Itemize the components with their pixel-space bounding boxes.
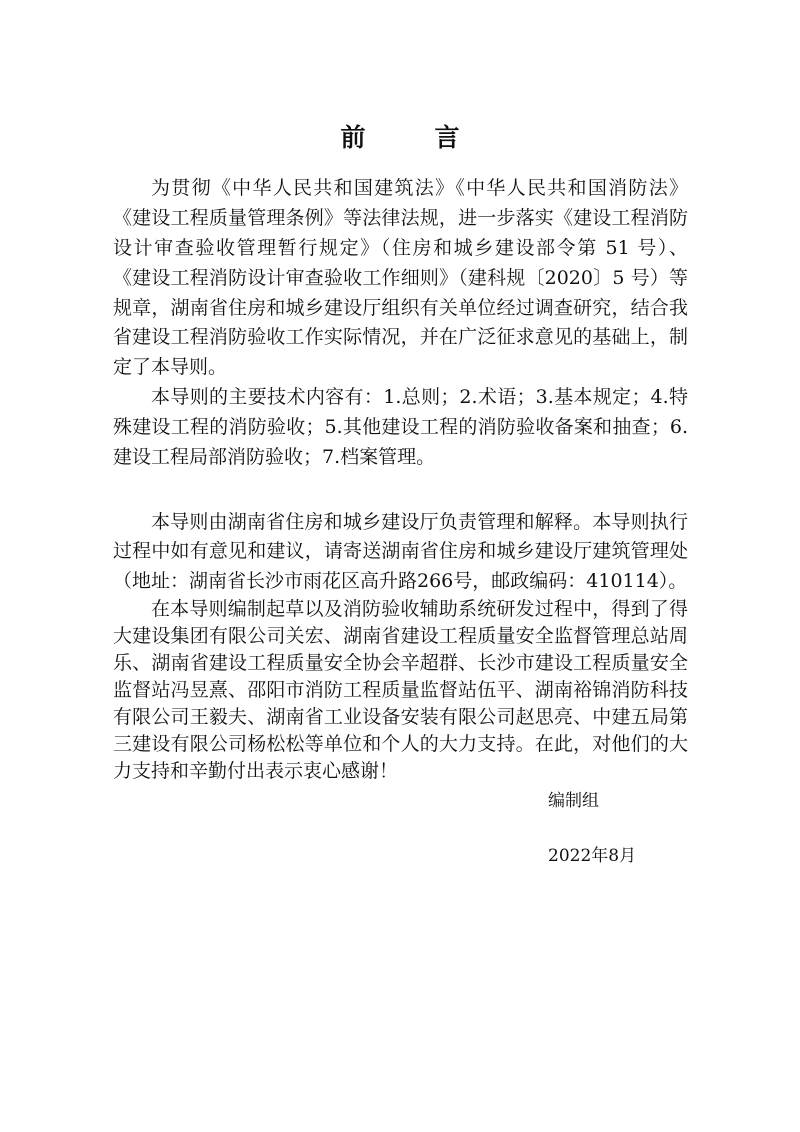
- text-line: 殊建设工程的消防验收；5.其他建设工程的消防验收备案和抽查；6.: [113, 416, 688, 438]
- text-line: 在本导则编制起草以及消防验收辅助系统研发过程中，得到了得: [151, 598, 688, 620]
- text-line: 乐、湖南省建设工程质量安全协会辛超群、长沙市建设工程质量安全: [113, 652, 688, 674]
- text-line: （地址：湖南省长沙市雨花区高升路266号，邮政编码：410114）。: [113, 570, 688, 592]
- text-line: 本导则由湖南省住房和城乡建设厅负责管理和解释。本导则执行: [151, 511, 688, 533]
- signature-author: 编制组: [548, 791, 599, 811]
- text-line: 《建设工程消防设计审查验收工作细则》（建科规〔2020〕5 号）等: [113, 267, 688, 289]
- text-line: 本导则的主要技术内容有：1.总则；2.术语；3.基本规定；4.特: [151, 386, 688, 408]
- text-line: 省建设工程消防验收工作实际情况，并在广泛征求意见的基础上，制: [113, 326, 688, 348]
- page-title: 前 言: [340, 123, 482, 152]
- text-line: 为贯彻《中华人民共和国建筑法》《中华人民共和国消防法》: [151, 177, 688, 199]
- text-line: 规章，湖南省住房和城乡建设厅组织有关单位经过调查研究，结合我: [113, 297, 688, 319]
- text-line: 监督站冯昱熹、邵阳市消防工程质量监督站伍平、湖南裕锦消防科技: [113, 679, 688, 701]
- text-line: 建设工程局部消防验收；7.档案管理。: [113, 446, 436, 468]
- text-line: 有限公司王毅夫、湖南省工业设备安装有限公司赵思亮、中建五局第: [113, 706, 688, 728]
- text-line: 大建设集团有限公司关宏、湖南省建设工程质量安全监督管理总站周: [113, 625, 688, 647]
- text-line: 过程中如有意见和建议，请寄送湖南省住房和城乡建设厅建筑管理处: [113, 540, 688, 562]
- text-line: 定了本导则。: [113, 356, 228, 378]
- text-line: 《建设工程质量管理条例》等法律法规，进一步落实《建设工程消防: [113, 207, 688, 229]
- signature-date: 2022年8月: [548, 846, 637, 866]
- text-line: 三建设有限公司杨松松等单位和个人的大力支持。在此，对他们的大: [113, 733, 688, 755]
- text-line: 力支持和辛勤付出表示衷心感谢！: [113, 760, 399, 782]
- text-line: 设计审查验收管理暂行规定》（住房和城乡建设部令第 51 号）、: [113, 237, 688, 259]
